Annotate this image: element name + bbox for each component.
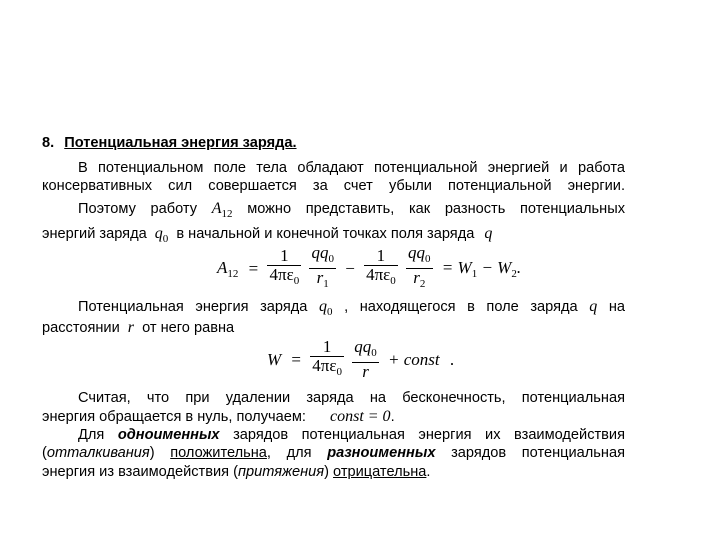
eq2-const: + const	[388, 349, 440, 369]
equation-work	[214, 244, 524, 293]
section-title: Потенциальная энергия заряда.	[64, 135, 297, 151]
p3-text: на	[608, 299, 626, 315]
p2-text: можно представить, как разность потенциальных	[247, 201, 625, 217]
eq2-dot: .	[449, 349, 455, 369]
eq2-coef: $\frac{1}{4\pi\varepsilon_0}$	[310, 338, 344, 381]
p5-positive: положительна	[170, 445, 267, 461]
eq1-coef-1: $\frac{1}{4\pi\varepsilon_0}$	[267, 247, 301, 290]
math-q: q	[484, 225, 493, 242]
eq1-rhs: = $W_1 - W_2$.	[441, 257, 522, 280]
section-heading	[42, 134, 625, 153]
p5-text: Для	[78, 427, 105, 443]
eq1-minus: −	[345, 258, 355, 278]
eq1-lhs: $A_{12}$	[217, 257, 239, 280]
eq1-frac-2: $\frac{qq_0}{r_2}$	[406, 244, 433, 293]
p5-attraction: притяжения	[237, 464, 325, 480]
p2-text: энергий заряда	[42, 226, 147, 242]
eq2-frac: $\frac{qq_0}{r}$	[354, 337, 377, 381]
math-r: r	[127, 319, 135, 336]
p3-line2	[42, 318, 625, 338]
p5-repulsion: отталкивания	[46, 445, 150, 461]
p4-line1: Считая, что при удалении заряда на бесконечность, потенциальная	[78, 390, 625, 406]
eq2-equals: =	[291, 349, 302, 369]
eq1-equals: =	[248, 258, 259, 278]
p5-line3: энергия из взаимодействия (притяжения) отрицательна.	[42, 464, 431, 480]
p5-line1	[78, 426, 625, 445]
p3-text: от него равна	[142, 320, 235, 336]
math-q0: $q_0$	[154, 225, 169, 245]
eq1-frac-1: $\frac{qq_0}{r_1}$	[309, 244, 336, 293]
p4-line2: энергия обращается в нуль, получаем: const = 0.	[42, 408, 395, 425]
p1-line2: консервативных сил совершается за счет убыли потенциальной энергии.	[42, 178, 625, 194]
p5-line2: (отталкивания) положительна, для разноименных зарядов потенциальная	[42, 445, 625, 461]
math-q0: $q_0$	[318, 298, 333, 318]
p5-emphasis-same: одноименных	[117, 427, 220, 443]
p5-text: зарядов потенциальная	[451, 445, 625, 461]
p3-text: расстоянии	[42, 320, 120, 336]
p5-text: зарядов потенциальная энергия их взаимодействия	[233, 427, 625, 443]
p3-text: , находящегося в поле заряда	[344, 299, 578, 315]
eq2-W: W	[267, 349, 282, 369]
p4-text: энергия обращается в нуль, получаем:	[42, 409, 306, 425]
p1-line1: В потенциальном поле тела обладают потенциальной энергией и работа	[78, 160, 625, 176]
p2-text: Поэтому работу	[78, 201, 198, 217]
math-const-zero: const = 0	[329, 408, 391, 425]
math-A12: $A_{12}$	[211, 200, 233, 220]
p5-emphasis-opposite: разноименных	[327, 445, 436, 461]
p3-text: Потенциальная энергия заряда	[78, 299, 308, 315]
p2-text: в начальной и конечной точках поля заряда	[176, 226, 475, 242]
math-q: q	[589, 298, 598, 315]
section-number: 8.	[42, 135, 55, 151]
p2-line1	[78, 199, 625, 224]
eq1-coef-2: $\frac{1}{4\pi\varepsilon_0}$	[364, 247, 398, 290]
p5-negative: отрицательна	[333, 464, 427, 480]
equation-potential-energy	[264, 338, 457, 381]
